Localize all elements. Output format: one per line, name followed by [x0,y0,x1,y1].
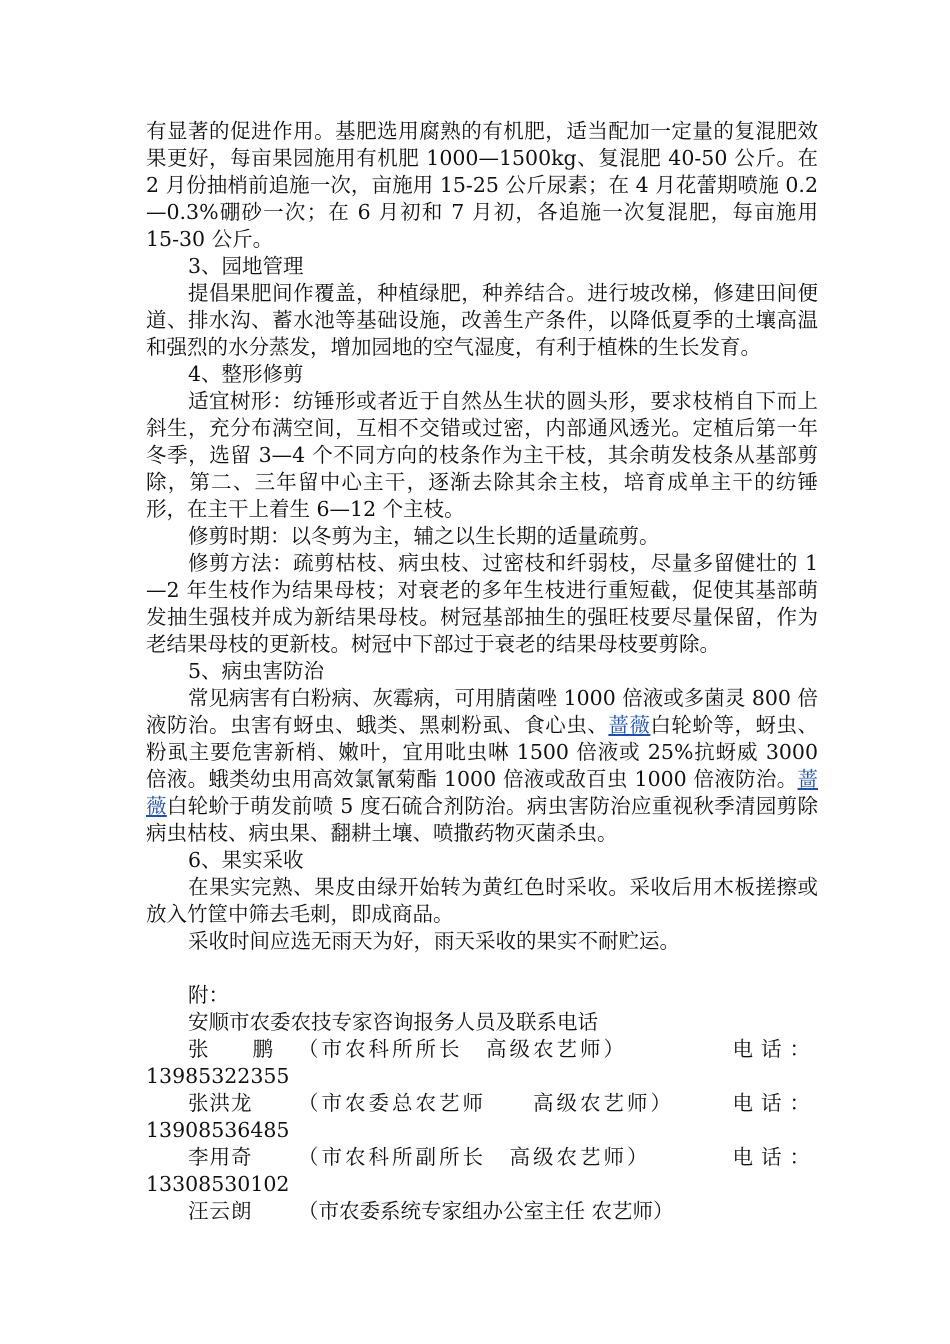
contact-title: （市农科所所长 高级农艺师） [298,1037,627,1061]
document-page [146,118,818,1225]
contact-entry [146,1036,818,1090]
paragraph-fertilization: 有显著的促进作用。基肥选用腐熟的有机肥，适当配加一定量的复混肥效果更好，每亩果园施用有机肥 1000—1500kg、复混肥 40-50 公斤。在 2 月份抽梢前追施一次，亩施用 15-25 公斤尿素；在 4 月花蕾期喷施 0.2—0.3%硼砂一次；在 6 月初和 7 月初，各追施一次复混肥，每亩施用 15-30 公斤。 [146,119,818,251]
contact-phone: 13985322355 [146,1064,290,1088]
paragraph-tree-shape: 适宜树形：纺锤形或者近于自然丛生状的圆头形，要求枝梢自下而上斜生，充分布满空间，互相不交错或过密，内部通风透光。定植后第一年冬季，选留 3—4 个不同方向的枝条作为主干枝，其余萌发枝条从基部剪除，第二、三年留中心主干，逐渐去除其余主枝，培育成单主干的纺锤形，在主干上着生 6—12 个主枝。 [146,389,818,521]
contact-name: 张洪龙 [188,1091,253,1115]
paragraph-orchard-management: 提倡果肥间作覆盖，种植绿肥，种养结合。进行坡改梯，修建田间便道、排水沟、蓄水池等基础设施，改善生产条件，以降低夏季的土壤高温和强烈的水分蒸发，增加园地的空气湿度，有利于植株的生长发育。 [146,281,818,359]
contact-title: （市农委系统专家组办公室主任 农艺师） [298,1199,674,1223]
contact-name: 李用奇 [188,1145,253,1169]
section-heading-pruning: 4、整形修剪 [188,362,304,386]
paragraph-harvest: 在果实完熟、果皮由绿开始转为黄红色时采收。采收后用木板搓擦或放入竹筐中筛去毛刺，即成商品。 [146,875,818,926]
phone-label: 电话： [732,1145,818,1169]
appendix-title: 安顺市农委农技专家咨询报务人员及联系电话 [188,1010,598,1034]
pest-text-part-2: 白轮蚧等，蚜虫、粉虱主要危害新梢、嫩叶，宜用吡虫啉 1500 倍液或 25%抗蚜威 3000 倍液。蛾类幼虫用高效氯氰菊酯 1000 倍液或敌百虫 1000 倍液防治。 [146,713,819,791]
rose-link-1[interactable]: 蔷薇 [608,713,651,737]
paragraph-pruning-period: 修剪时期：以冬剪为主，辅之以生长期的适量疏剪。 [188,524,660,548]
contact-phone: 13308530102 [146,1172,290,1196]
section-heading-harvest: 6、果实采收 [188,848,304,872]
rose-link-2[interactable]: 蔷薇 [146,767,818,818]
pest-text-part-1: 常见病害有白粉病、灰霉病，可用腈菌唑 1000 倍液或多菌灵 800 倍液防治。虫害有蚜虫、蛾类、黑刺粉虱、食心虫、 [146,686,818,737]
paragraph-pest-control [146,685,818,847]
contact-title: （市农委总农艺师 高级农艺师） [298,1091,674,1115]
phone-label: 电话： [732,1037,818,1061]
contact-phone: 13908536485 [146,1118,290,1142]
section-heading-pest-control: 5、病虫害防治 [188,659,325,683]
contact-name: 汪云朗 [188,1199,253,1223]
contact-title: （市农科所副所长 高级农艺师） [298,1145,651,1169]
contact-entry [146,1090,818,1144]
paragraph-pruning-method: 修剪方法：疏剪枯枝、病虫枝、过密枝和纤弱枝，尽量多留健壮的 1—2 年生枝作为结果母枝；对衰老的多年生枝进行重短截，促使其基部萌发抽生强枝并成为新结果母枝。树冠基部抽生的强旺枝要尽量保留，作为老结果母枝的更新枝。树冠中下部过于衰老的结果母枝要剪除。 [146,551,818,656]
pest-text-part-3: 白轮蚧于萌发前喷 5 度石硫合剂防治。病虫害防治应重视秋季清园剪除病虫枯枝、病虫果、翻耕土壤、喷撒药物灭菌杀虫。 [146,794,818,845]
blank-line [146,955,818,982]
contact-name: 张 鹏 [188,1037,274,1061]
paragraph-harvest-timing: 采收时间应选无雨天为好，雨天采收的果实不耐贮运。 [188,929,680,953]
section-heading-orchard-management: 3、园地管理 [188,254,304,278]
appendix-label: 附： [188,983,229,1007]
contact-entry [146,1144,818,1198]
contact-entry [146,1198,818,1225]
phone-label: 电话： [732,1091,818,1115]
